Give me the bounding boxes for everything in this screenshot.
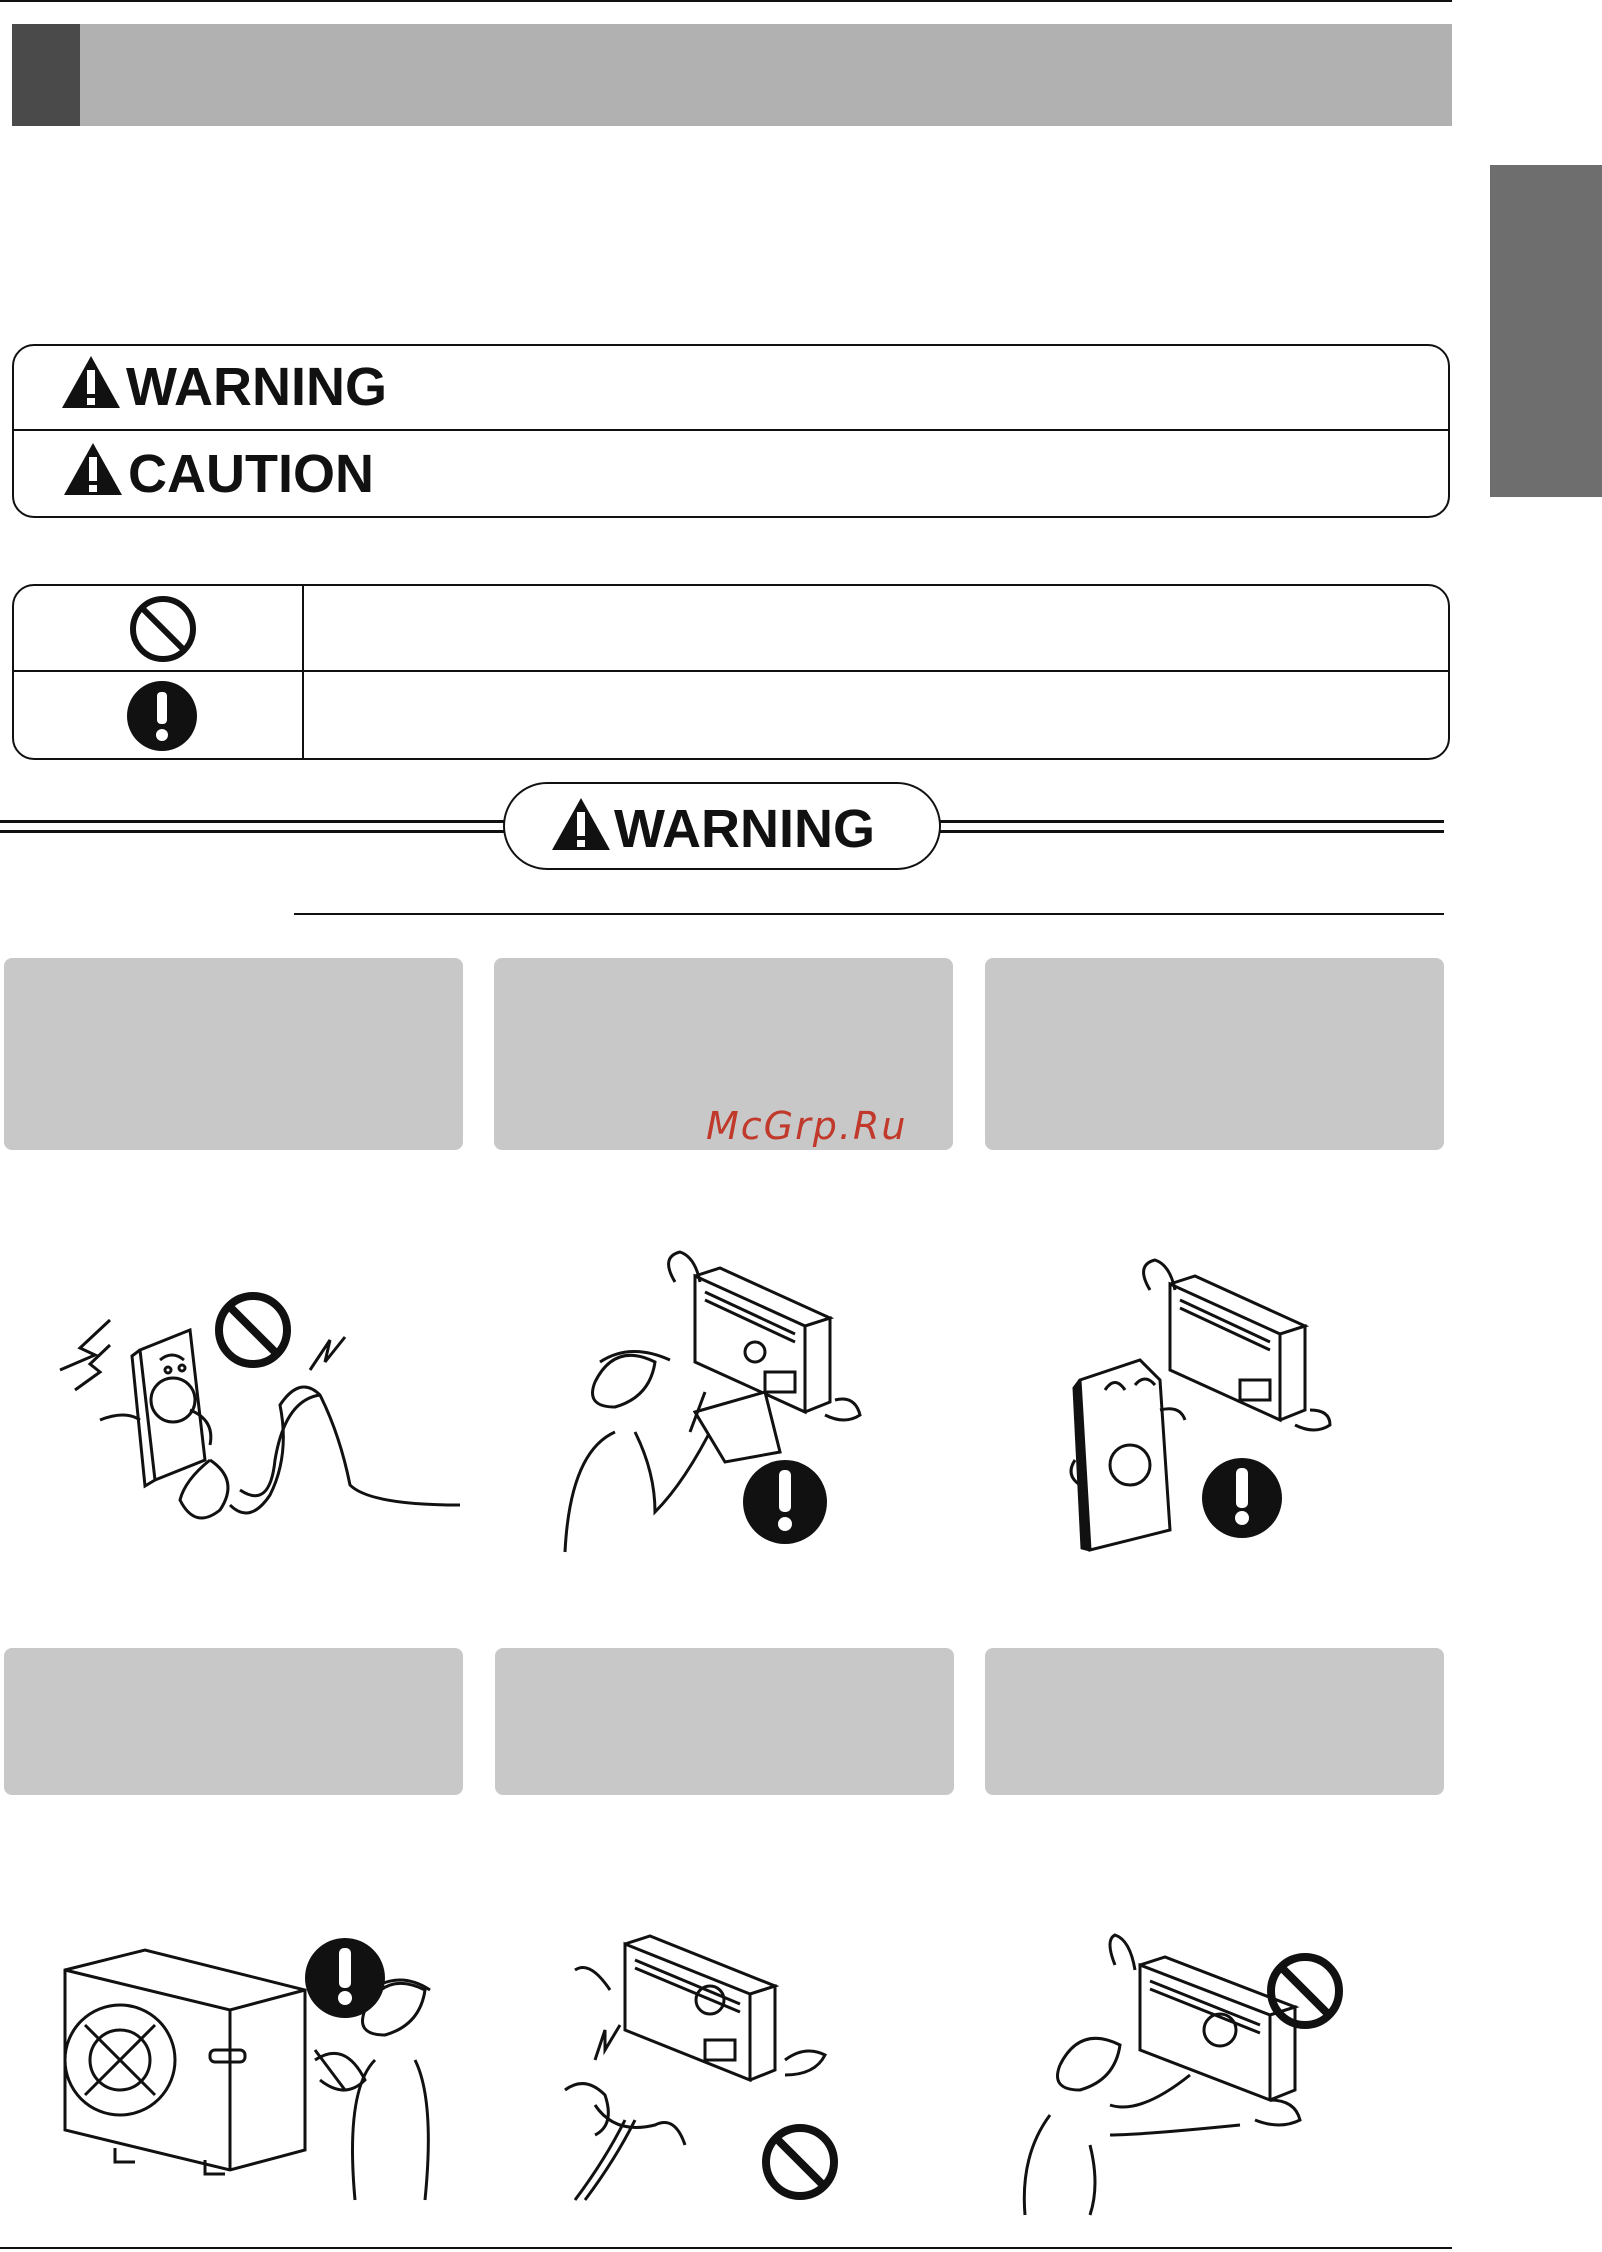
watermark-text: McGrp.Ru bbox=[706, 1104, 908, 1148]
instruction-box-6 bbox=[985, 1648, 1444, 1795]
illustration-damaged-plug bbox=[40, 1260, 440, 1540]
illustration-qualified-installer bbox=[555, 1262, 895, 1552]
instruction-box-5 bbox=[495, 1648, 954, 1795]
section-header-bar bbox=[12, 24, 1452, 126]
prohibition-icon bbox=[128, 594, 198, 664]
subsection-rule bbox=[294, 913, 1444, 915]
symbol-legend-column-divider bbox=[302, 586, 304, 758]
caution-label: CAUTION bbox=[128, 444, 374, 504]
title-rule-right-bottom bbox=[939, 830, 1444, 833]
instruction-box-1 bbox=[4, 958, 463, 1150]
illustration-cord-prohibited bbox=[555, 1930, 895, 2210]
illustration-outdoor-unit-installer bbox=[55, 1930, 475, 2210]
bottom-rule bbox=[0, 2247, 1452, 2249]
symbol-legend-row-divider bbox=[14, 670, 1448, 672]
section-title: WARNING bbox=[614, 799, 875, 859]
signal-words-divider bbox=[14, 429, 1448, 431]
instruction-box-3 bbox=[985, 958, 1444, 1150]
chapter-side-tab bbox=[1490, 165, 1602, 497]
instruction-box-4 bbox=[4, 1648, 463, 1795]
illustration-disassembly-prohibited bbox=[1020, 1935, 1390, 2215]
caution-triangle-icon bbox=[62, 441, 124, 497]
title-rule-left-top bbox=[0, 820, 505, 823]
mandatory-action-icon bbox=[126, 680, 198, 752]
title-rule-right-top bbox=[939, 820, 1444, 823]
top-rule bbox=[0, 0, 1452, 2]
title-rule-left-bottom bbox=[0, 830, 505, 833]
warning-label: WARNING bbox=[126, 357, 387, 417]
section-header-marker bbox=[12, 24, 80, 126]
illustration-dedicated-circuit bbox=[1060, 1270, 1390, 1550]
section-warning-triangle-icon bbox=[550, 796, 612, 852]
warning-triangle-icon bbox=[60, 354, 122, 410]
symbol-legend-box bbox=[12, 584, 1450, 760]
